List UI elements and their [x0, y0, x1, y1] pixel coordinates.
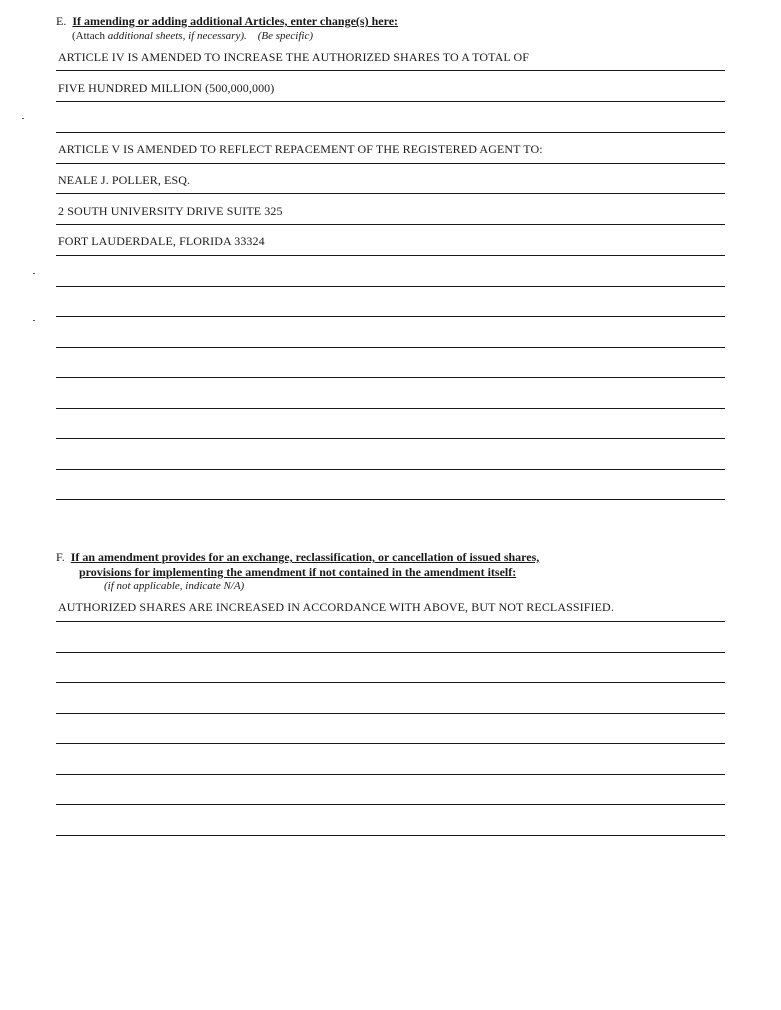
section-f-letter: F.: [56, 550, 65, 564]
section-f-heading-continued: [79, 565, 516, 579]
section-e-line-text: FORT LAUDERDALE, FLORIDA 33324: [58, 234, 265, 248]
section-e-title: If amending or adding additional Articles, enter change(s) here:: [72, 14, 399, 28]
section-e-rule: [56, 408, 725, 409]
section-e-rule: [56, 193, 725, 194]
section-f-rule: [56, 804, 725, 805]
section-e-letter: E.: [56, 14, 67, 28]
section-f-rule: [56, 774, 725, 775]
section-e-instruction: [72, 30, 313, 43]
section-e-line-text: FIVE HUNDRED MILLION (500,000,000): [58, 81, 275, 95]
scan-speck: [33, 273, 35, 274]
section-f-rule: [56, 713, 725, 714]
section-e-rule: [56, 438, 725, 439]
section-f-rule: [56, 743, 725, 744]
section-e-rule: [56, 469, 725, 470]
section-e-rule: [56, 316, 725, 317]
section-e-rule: [56, 70, 725, 71]
section-e-instruction-italic: additional sheets, if necessary).: [107, 30, 247, 42]
section-f-instruction: [104, 580, 244, 593]
section-e-instruction-specific: (Be specific): [257, 30, 314, 42]
section-f-rule: [56, 652, 725, 653]
section-e-rule: [56, 499, 725, 500]
section-e-heading: [56, 14, 398, 28]
section-f-rule: [56, 621, 725, 622]
section-e-line-text: NEALE J. POLLER, ESQ.: [58, 173, 191, 187]
scan-speck: [33, 320, 35, 321]
section-e-rule: [56, 377, 725, 378]
section-e-rule: [56, 132, 725, 133]
section-f-heading: [56, 550, 539, 564]
section-e-instruction-open: (Attach: [72, 30, 105, 42]
section-f-instruction-text: (if not applicable, indicate N/A): [104, 580, 245, 592]
section-e-rule: [56, 255, 725, 256]
section-f-line-text: AUTHORIZED SHARES ARE INCREASED IN ACCORDANCE WITH ABOVE, BUT NOT RECLASSIFIED.: [58, 600, 614, 614]
section-f-rule: [56, 835, 725, 836]
scan-speck: [22, 118, 24, 119]
section-f-title-line2: provisions for implementing the amendment if not contained in the amendment itself:: [79, 565, 517, 579]
section-e-rule: [56, 101, 725, 102]
section-f-rule: [56, 682, 725, 683]
section-e-line-text: ARTICLE IV IS AMENDED TO INCREASE THE AUTHORIZED SHARES TO A TOTAL OF: [58, 50, 530, 64]
section-e-rule: [56, 224, 725, 225]
section-e-line-text: ARTICLE V IS AMENDED TO REFLECT REPACEMENT OF THE REGISTERED AGENT TO:: [58, 142, 543, 156]
section-e-rule: [56, 163, 725, 164]
section-f-title-line1: If an amendment provides for an exchange, reclassification, or cancellation of issued shares,: [70, 550, 540, 564]
section-e-rule: [56, 347, 725, 348]
section-e-rule: [56, 286, 725, 287]
section-e-line-text: 2 SOUTH UNIVERSITY DRIVE SUITE 325: [58, 204, 283, 218]
